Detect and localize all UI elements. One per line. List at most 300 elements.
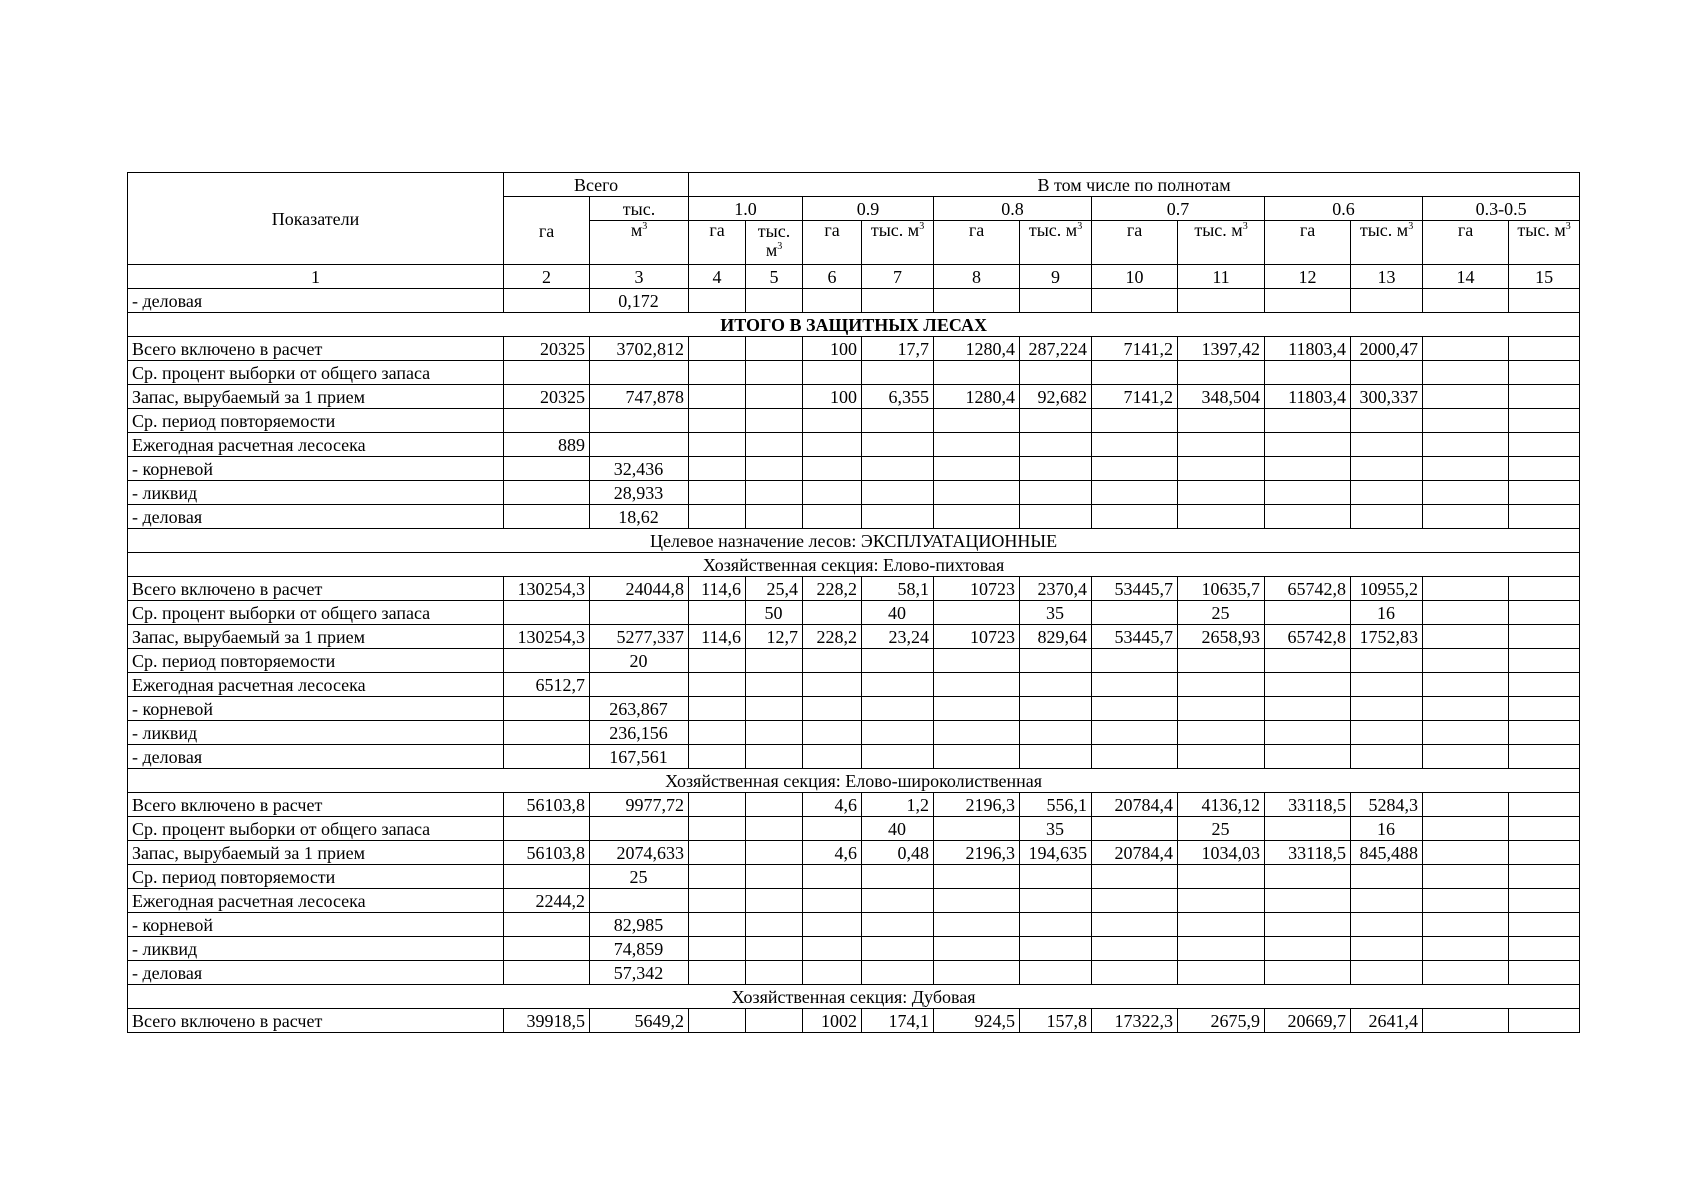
table-row <box>128 745 1580 769</box>
table-cell <box>1509 601 1580 625</box>
table-cell <box>934 937 1020 961</box>
table-cell: 92,682 <box>1020 385 1092 409</box>
table-cell <box>803 433 862 457</box>
table-cell <box>803 745 862 769</box>
table-cell <box>1020 697 1092 721</box>
table-row <box>128 481 1580 505</box>
table-cell: 25 <box>590 865 689 889</box>
table-cell: 40 <box>862 817 934 841</box>
row-label: Ср. процент выборки от общего запаса <box>128 817 504 841</box>
table-cell <box>1092 721 1178 745</box>
table-row <box>128 625 1580 649</box>
table-cell <box>689 481 746 505</box>
table-cell <box>689 841 746 865</box>
table-cell <box>1423 889 1509 913</box>
table-cell: 2000,47 <box>1351 337 1423 361</box>
header-tys-m3-1-0: тыс. $м^3$ <box>746 221 803 265</box>
table-cell <box>504 409 590 433</box>
table-cell: 65742,8 <box>1265 625 1351 649</box>
table-row <box>128 601 1580 625</box>
column-number: 15 <box>1509 265 1580 289</box>
table-cell: 11803,4 <box>1265 337 1351 361</box>
table-cell <box>803 457 862 481</box>
table-cell <box>689 961 746 985</box>
table-cell <box>862 289 934 313</box>
table-cell <box>746 745 803 769</box>
table-cell: 2196,3 <box>934 793 1020 817</box>
table-row <box>128 385 1580 409</box>
table-row <box>128 433 1580 457</box>
table-cell: 24044,8 <box>590 577 689 601</box>
table-cell <box>1351 961 1423 985</box>
table-cell <box>504 937 590 961</box>
table-cell <box>1265 505 1351 529</box>
table-cell <box>590 409 689 433</box>
table-cell <box>803 505 862 529</box>
table-cell: 5649,2 <box>590 1009 689 1033</box>
header-tys-m3-0-9: тыс. $м^3$ <box>862 221 934 265</box>
table-cell <box>1092 433 1178 457</box>
table-cell: 829,64 <box>1020 625 1092 649</box>
section-header-row <box>128 985 1580 1009</box>
table-cell: 58,1 <box>862 577 934 601</box>
table-cell <box>803 409 862 433</box>
table-cell <box>504 913 590 937</box>
table-cell <box>689 745 746 769</box>
table-cell <box>803 673 862 697</box>
table-cell <box>1178 937 1265 961</box>
header-tys-m3-0-8: тыс. $м^3$ <box>1020 221 1092 265</box>
table-cell <box>1020 961 1092 985</box>
table-cell <box>746 721 803 745</box>
table-cell <box>1423 961 1509 985</box>
table-cell <box>504 745 590 769</box>
table-cell <box>1265 433 1351 457</box>
table-cell: 0,172 <box>590 289 689 313</box>
table-cell: 157,8 <box>1020 1009 1092 1033</box>
table-row <box>128 865 1580 889</box>
table-cell: 167,561 <box>590 745 689 769</box>
table-cell <box>689 865 746 889</box>
table-cell <box>1020 649 1092 673</box>
table-cell <box>504 961 590 985</box>
column-number: 12 <box>1265 265 1351 289</box>
table-cell <box>1020 505 1092 529</box>
row-label: Ср. период повторяемости <box>128 649 504 673</box>
header-density-0-7: 0.7 <box>1092 197 1265 221</box>
table-cell: 1752,83 <box>1351 625 1423 649</box>
row-label: - деловая <box>128 961 504 985</box>
table-cell <box>1020 937 1092 961</box>
table-row <box>128 505 1580 529</box>
table-cell <box>1509 745 1580 769</box>
table-cell: 4,6 <box>803 793 862 817</box>
table-header <box>128 173 1580 289</box>
table-cell: 228,2 <box>803 577 862 601</box>
section-header-row <box>128 553 1580 577</box>
table-cell <box>1351 913 1423 937</box>
table-cell <box>862 937 934 961</box>
table-cell <box>934 865 1020 889</box>
table-cell <box>1351 505 1423 529</box>
table-cell <box>1509 625 1580 649</box>
table-cell <box>1092 481 1178 505</box>
table-cell <box>1423 841 1509 865</box>
row-label: Ср. период повторяемости <box>128 865 504 889</box>
table-row <box>128 649 1580 673</box>
table-cell <box>803 697 862 721</box>
table-row <box>128 841 1580 865</box>
table-cell <box>934 745 1020 769</box>
table-cell <box>1423 457 1509 481</box>
table-cell <box>1423 745 1509 769</box>
table-cell <box>1092 961 1178 985</box>
table-cell <box>746 937 803 961</box>
table-cell <box>803 481 862 505</box>
table-cell <box>746 889 803 913</box>
table-cell: 6,355 <box>862 385 934 409</box>
row-label: Ежегодная расчетная лесосека <box>128 433 504 457</box>
row-label: Всего включено в расчет <box>128 577 504 601</box>
header-density-0-6: 0.6 <box>1265 197 1423 221</box>
table-cell <box>1020 673 1092 697</box>
table-cell <box>1351 481 1423 505</box>
table-cell: 17322,3 <box>1092 1009 1178 1033</box>
table-cell <box>1020 433 1092 457</box>
table-cell: 6512,7 <box>504 673 590 697</box>
table-cell <box>862 721 934 745</box>
table-cell: 2370,4 <box>1020 577 1092 601</box>
table-cell <box>504 361 590 385</box>
table-cell <box>1178 697 1265 721</box>
table-cell <box>1092 913 1178 937</box>
table-row <box>128 457 1580 481</box>
row-label: Запас, вырубаемый за 1 прием <box>128 385 504 409</box>
row-label: Запас, вырубаемый за 1 прием <box>128 625 504 649</box>
table-cell <box>1423 793 1509 817</box>
table-cell <box>803 361 862 385</box>
table-cell: 2658,93 <box>1178 625 1265 649</box>
table-body <box>128 289 1580 1033</box>
table-cell <box>1178 481 1265 505</box>
table-cell <box>1092 697 1178 721</box>
table-cell <box>1265 649 1351 673</box>
table-cell <box>1092 673 1178 697</box>
table-cell <box>1509 409 1580 433</box>
table-cell: 20669,7 <box>1265 1009 1351 1033</box>
table-cell: 174,1 <box>862 1009 934 1033</box>
table-cell <box>1092 817 1178 841</box>
table-cell <box>1423 433 1509 457</box>
table-cell <box>1423 409 1509 433</box>
table-cell <box>746 385 803 409</box>
header-indicators: Показатели <box>128 173 504 265</box>
table-cell <box>1265 865 1351 889</box>
section-title: ИТОГО В ЗАЩИТНЫХ ЛЕСАХ <box>128 313 1580 337</box>
table-row <box>128 697 1580 721</box>
table-cell <box>934 817 1020 841</box>
row-label: Ежегодная расчетная лесосека <box>128 673 504 697</box>
table-cell <box>1351 937 1423 961</box>
table-cell <box>1092 649 1178 673</box>
table-cell: 53445,7 <box>1092 625 1178 649</box>
table-cell: 2196,3 <box>934 841 1020 865</box>
table-cell <box>689 601 746 625</box>
table-cell <box>1509 649 1580 673</box>
table-cell: 114,6 <box>689 577 746 601</box>
table-cell <box>1092 409 1178 433</box>
table-cell <box>803 937 862 961</box>
table-cell <box>1423 673 1509 697</box>
table-cell: 889 <box>504 433 590 457</box>
table-cell <box>1265 289 1351 313</box>
table-row <box>128 361 1580 385</box>
table-cell <box>934 673 1020 697</box>
row-label: - ликвид <box>128 937 504 961</box>
table-cell <box>1423 385 1509 409</box>
section-title: Целевое назначение лесов: ЭКСПЛУАТАЦИОННЫЕ <box>128 529 1580 553</box>
column-number: 3 <box>590 265 689 289</box>
table-cell: 100 <box>803 337 862 361</box>
table-cell <box>862 865 934 889</box>
table-cell <box>803 913 862 937</box>
table-cell <box>746 649 803 673</box>
table-cell <box>1265 817 1351 841</box>
table-cell <box>1265 457 1351 481</box>
table-cell <box>689 817 746 841</box>
table-cell <box>746 793 803 817</box>
table-cell <box>1423 601 1509 625</box>
table-cell <box>934 649 1020 673</box>
table-cell <box>1351 361 1423 385</box>
table-cell <box>1178 889 1265 913</box>
table-cell <box>1020 745 1092 769</box>
table-cell <box>746 289 803 313</box>
table-row <box>128 673 1580 697</box>
table-cell <box>862 913 934 937</box>
table-cell <box>1265 697 1351 721</box>
table-cell <box>1423 697 1509 721</box>
column-number: 13 <box>1351 265 1423 289</box>
table-cell <box>862 745 934 769</box>
table-cell <box>1509 817 1580 841</box>
table-cell <box>689 937 746 961</box>
table-cell <box>1178 433 1265 457</box>
row-label: - деловая <box>128 289 504 313</box>
row-label: Всего включено в расчет <box>128 337 504 361</box>
table-cell: 10723 <box>934 577 1020 601</box>
table-cell <box>504 289 590 313</box>
section-title: Хозяйственная секция: Елово-пихтовая <box>128 553 1580 577</box>
table-cell: 7141,2 <box>1092 385 1178 409</box>
table-cell <box>1265 601 1351 625</box>
table-cell <box>1178 289 1265 313</box>
table-cell: 35 <box>1020 601 1092 625</box>
table-cell <box>689 697 746 721</box>
table-cell <box>1351 673 1423 697</box>
table-cell: 56103,8 <box>504 841 590 865</box>
table-cell <box>862 361 934 385</box>
table-cell <box>1265 481 1351 505</box>
table-cell: 300,337 <box>1351 385 1423 409</box>
header-by-density: В том числе по полнотам <box>689 173 1580 197</box>
row-label: Всего включено в расчет <box>128 1009 504 1033</box>
row-label: - ликвид <box>128 481 504 505</box>
table-cell: 556,1 <box>1020 793 1092 817</box>
table-cell <box>1178 721 1265 745</box>
table-cell: 39918,5 <box>504 1009 590 1033</box>
table-cell <box>1509 721 1580 745</box>
header-density-1-0: 1.0 <box>689 197 803 221</box>
table-cell: 3702,812 <box>590 337 689 361</box>
table-cell <box>934 889 1020 913</box>
table-cell: 130254,3 <box>504 625 590 649</box>
table-cell: 100 <box>803 385 862 409</box>
table-cell <box>504 601 590 625</box>
table-cell <box>862 409 934 433</box>
table-cell <box>1509 361 1580 385</box>
table-cell <box>1509 961 1580 985</box>
table-cell: 7141,2 <box>1092 337 1178 361</box>
table-cell <box>934 697 1020 721</box>
table-cell <box>862 649 934 673</box>
table-cell: 74,859 <box>590 937 689 961</box>
table-cell <box>1020 481 1092 505</box>
table-cell <box>1351 697 1423 721</box>
table-cell <box>1509 433 1580 457</box>
table-cell <box>1265 673 1351 697</box>
header-tys-m3-0-3-0-5: тыс. $м^3$ <box>1509 221 1580 265</box>
table-row <box>128 337 1580 361</box>
header-ha-1-0: га <box>689 221 746 265</box>
table-cell <box>1178 673 1265 697</box>
table-cell <box>1423 577 1509 601</box>
table-cell <box>689 649 746 673</box>
table-cell: 130254,3 <box>504 577 590 601</box>
table-cell <box>934 913 1020 937</box>
table-cell <box>862 505 934 529</box>
header-density-0-8: 0.8 <box>934 197 1092 221</box>
table-cell <box>590 817 689 841</box>
table-cell: 28,933 <box>590 481 689 505</box>
row-label: Ежегодная расчетная лесосека <box>128 889 504 913</box>
header-ha-0-7: га <box>1092 221 1178 265</box>
table-cell: 53445,7 <box>1092 577 1178 601</box>
table-cell <box>1423 937 1509 961</box>
table-cell <box>803 649 862 673</box>
table-cell <box>1020 361 1092 385</box>
table-cell: 1034,03 <box>1178 841 1265 865</box>
table-cell <box>934 433 1020 457</box>
table-cell <box>1509 481 1580 505</box>
row-label: - ликвид <box>128 721 504 745</box>
header-ha-0-3-0-5: га <box>1423 221 1509 265</box>
table-cell <box>1020 289 1092 313</box>
table-cell: 32,436 <box>590 457 689 481</box>
table-cell <box>746 673 803 697</box>
table-cell <box>1423 289 1509 313</box>
table-cell <box>934 601 1020 625</box>
table-cell <box>746 913 803 937</box>
table-cell <box>504 697 590 721</box>
table-cell <box>934 505 1020 529</box>
table-cell <box>746 961 803 985</box>
table-cell: 10635,7 <box>1178 577 1265 601</box>
table-cell: 82,985 <box>590 913 689 937</box>
table-cell: 0,48 <box>862 841 934 865</box>
table-cell <box>689 889 746 913</box>
table-cell: 18,62 <box>590 505 689 529</box>
table-cell <box>689 457 746 481</box>
table-cell <box>1423 817 1509 841</box>
table-cell: 5284,3 <box>1351 793 1423 817</box>
header-ha-0-6: га <box>1265 221 1351 265</box>
table-cell <box>1351 289 1423 313</box>
table-cell <box>1092 457 1178 481</box>
table-cell: 17,7 <box>862 337 934 361</box>
table-cell <box>934 721 1020 745</box>
table-cell <box>689 385 746 409</box>
table-cell <box>803 289 862 313</box>
table-cell <box>862 889 934 913</box>
table-cell <box>1509 337 1580 361</box>
table-cell: 2641,4 <box>1351 1009 1423 1033</box>
table-cell: 9977,72 <box>590 793 689 817</box>
table-cell: 65742,8 <box>1265 577 1351 601</box>
column-number: 6 <box>803 265 862 289</box>
table-cell <box>803 817 862 841</box>
table-cell <box>1509 937 1580 961</box>
section-title: Хозяйственная секция: Дубовая <box>128 985 1580 1009</box>
table-cell <box>1178 505 1265 529</box>
table-cell <box>803 961 862 985</box>
column-number: 11 <box>1178 265 1265 289</box>
table-row <box>128 961 1580 985</box>
table-cell <box>746 865 803 889</box>
table-row <box>128 289 1580 313</box>
table-cell <box>590 361 689 385</box>
table-cell: 20325 <box>504 385 590 409</box>
table-cell <box>504 865 590 889</box>
table-cell <box>1265 889 1351 913</box>
table-cell <box>934 409 1020 433</box>
table-cell: 25 <box>1178 601 1265 625</box>
table-cell <box>803 889 862 913</box>
header-total-m3: $м^3$ <box>590 221 689 265</box>
row-label: Всего включено в расчет <box>128 793 504 817</box>
table-cell <box>1020 409 1092 433</box>
table-cell: 20784,4 <box>1092 841 1178 865</box>
table-cell: 57,342 <box>590 961 689 985</box>
column-number-row <box>128 265 1580 289</box>
table-row <box>128 889 1580 913</box>
table-cell: 287,224 <box>1020 337 1092 361</box>
table-cell <box>1423 625 1509 649</box>
table-cell <box>746 817 803 841</box>
table-cell <box>803 721 862 745</box>
table-cell <box>1265 937 1351 961</box>
table-cell: 20784,4 <box>1092 793 1178 817</box>
table-cell <box>504 457 590 481</box>
table-cell <box>689 721 746 745</box>
table-cell <box>1423 721 1509 745</box>
table-cell <box>1351 865 1423 889</box>
table-cell <box>934 481 1020 505</box>
table-cell <box>1423 865 1509 889</box>
table-cell <box>1509 793 1580 817</box>
table-cell <box>689 505 746 529</box>
table-cell: 33118,5 <box>1265 841 1351 865</box>
